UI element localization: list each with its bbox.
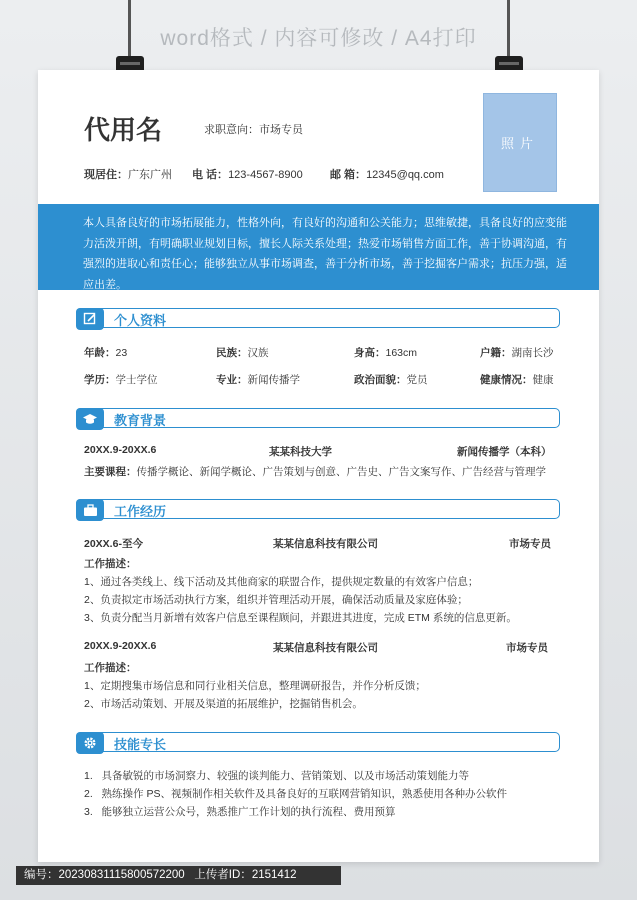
- briefcase-icon: [76, 499, 104, 521]
- section-personal: [76, 308, 560, 330]
- phone-info: [192, 166, 303, 182]
- job1-item: 2、负责拟定市场活动执行方案，组织并管理活动开展，确保活动质量及家庭体验；: [84, 594, 468, 606]
- photo-placeholder: 照片: [483, 93, 557, 192]
- job1-period: 20XX.6-至今: [84, 538, 143, 550]
- section-title: 技能专长: [114, 737, 167, 752]
- gear-icon: [76, 732, 104, 754]
- field-political: 政治面貌：党员: [354, 374, 428, 386]
- field-education: 学历：学士学位: [84, 374, 158, 386]
- job2-desc-label: 工作描述：: [84, 662, 137, 674]
- edu-major: 新闻传播学（本科）: [457, 446, 552, 458]
- section-title: 工作经历: [114, 504, 167, 519]
- email-info: [330, 166, 444, 182]
- candidate-name: 代用名: [84, 115, 163, 145]
- footer-bar: [16, 866, 341, 885]
- job2-company: 某某信息科技有限公司: [273, 642, 378, 654]
- skill-item: 3. 能够独立运营公众号，熟悉推广工作计划的执行流程、费用预算: [84, 806, 396, 818]
- section-work: [76, 499, 560, 521]
- email-label: 邮 箱：: [330, 169, 367, 181]
- field-height: 身高：163cm: [354, 347, 418, 359]
- residence-value: 广东广州: [128, 169, 172, 181]
- edu-school: 某某科技大学: [269, 446, 332, 458]
- uploader-value: 2151412: [251, 869, 297, 881]
- job1-position: 市场专员: [509, 538, 551, 550]
- field-hukou: 户籍：湖南长沙: [480, 347, 554, 359]
- job1-item: 1、通过各类线上、线下活动及其他商家的联盟合作，提供规定数量的有效客户信息；: [84, 576, 479, 588]
- job1-item: 3、负责分配当月新增有效客户信息至课程顾问，并跟进其进度，完成 ETM 系统的信息更新。: [84, 612, 517, 624]
- residence-label: 现居住：: [84, 169, 128, 181]
- edit-icon: [76, 308, 104, 330]
- skill-item: 2. 熟练操作 PS、视频制作相关软件及具备良好的互联网营销知识，熟悉使用各种办公软件: [84, 788, 507, 800]
- job2-position: 市场专员: [506, 642, 548, 654]
- job2-item: 2、市场活动策划、开展及渠道的拓展维护，挖掘销售机会。: [84, 698, 363, 710]
- phone-value: 123-4567-8900: [228, 169, 303, 181]
- skill-item: 1. 具备敏锐的市场洞察力、较强的谈判能力、营销策划、以及市场活动策划能力等: [84, 770, 470, 782]
- intent-label: 求职意向：: [204, 124, 259, 136]
- section-education: [76, 408, 560, 430]
- job2-item: 1、定期搜集市场信息和同行业相关信息，整理调研报告，并作分析反馈；: [84, 680, 426, 692]
- resume-paper: [38, 70, 599, 862]
- field-ethnicity: 民族：汉族: [216, 347, 269, 359]
- section-skills: [76, 732, 560, 754]
- uploader-label: 上传者ID：: [194, 869, 252, 881]
- job1-company: 某某信息科技有限公司: [273, 538, 378, 550]
- field-age: 年龄：23: [84, 347, 128, 359]
- field-health: 健康情况：健康: [480, 374, 554, 386]
- self-summary: 本人具备良好的市场拓展能力，性格外向，有良好的沟通和公关能力；思维敏捷，具备良好的应变能力活泼开朗，有明确职业规划目标，擅长人际关系处理；热爱市场销售方面工作，善于协调沟通，有强烈的进取心和责任心；能够独立从事市场调查，善于分析市场，善于挖掘客户需求；抗压力强，适应出差。: [38, 204, 599, 290]
- intent-value: 市场专员: [259, 124, 303, 136]
- edu-period: 20XX.9-20XX.6: [84, 444, 157, 456]
- id-value: 20230831115800572200: [58, 869, 185, 881]
- phone-label: 电 话：: [192, 169, 229, 181]
- email-value: 12345@qq.com: [366, 169, 444, 181]
- id-label: 编号：: [24, 869, 59, 881]
- residence-info: [84, 166, 172, 182]
- banner-text: word格式 / 内容可修改 / A4打印: [160, 27, 477, 50]
- section-title: 教育背景: [114, 413, 167, 428]
- job2-period: 20XX.9-20XX.6: [84, 640, 157, 652]
- edu-courses: 主要课程：传播学概论、新闻学概论、广告策划与创意、广告史、广告文案写作、广告经营与管理学: [84, 466, 546, 478]
- section-title: 个人资料: [114, 313, 167, 328]
- job-intent: [204, 121, 303, 137]
- graduation-cap-icon: [76, 408, 104, 430]
- field-major: 专业：新闻传播学: [216, 374, 300, 386]
- job1-desc-label: 工作描述：: [84, 558, 137, 570]
